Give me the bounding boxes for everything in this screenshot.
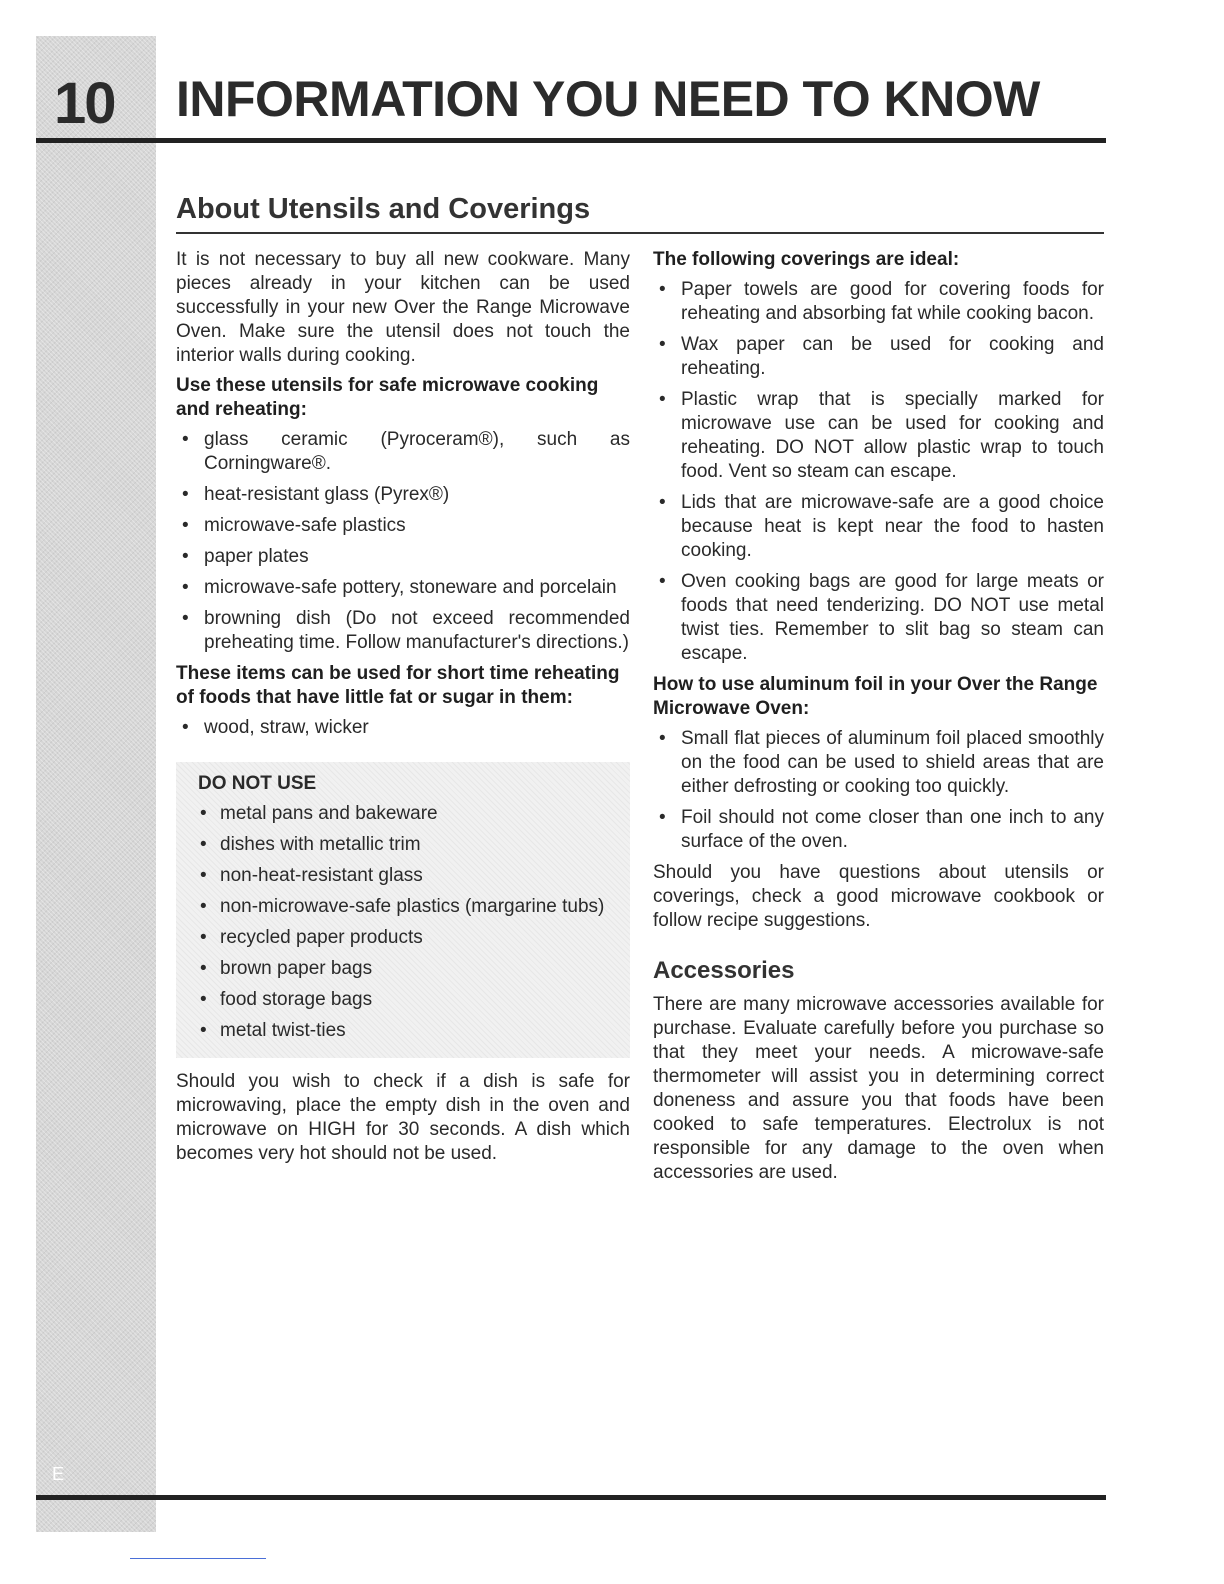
safe-utensils-heading: Use these utensils for safe microwave cooking and reheating: (176, 375, 599, 420)
list-item: • Oven cooking bags are good for large meats or foods that need tenderizing. DO NOT use metal twist ties. Remember to slit bag so steam can escape. (653, 570, 1104, 666)
list-item: • dishes with metallic trim (198, 833, 620, 857)
coverings-list (653, 278, 1104, 666)
foil-heading: How to use aluminum foil in your Over the Range Microwave Oven: (653, 674, 1098, 719)
foil-list (653, 727, 1104, 854)
list-item: • brown paper bags (198, 957, 620, 981)
list-item: • wood, straw, wicker (176, 716, 630, 740)
short-reheating-heading: These items can be used for short time reheating of foods that have little fat or sugar in them: (176, 663, 620, 708)
list-item: • Wax paper can be used for cooking and reheating. (653, 333, 1104, 381)
safe-utensils-list (176, 428, 630, 655)
right-column (653, 248, 1104, 1191)
page-title: INFORMATION YOU NEED TO KNOW (176, 71, 1040, 127)
list-item: • Paper towels are good for covering foods for reheating and absorbing fat while cooking bacon. (653, 278, 1104, 326)
list-item: • food storage bags (198, 988, 620, 1012)
list-item: • heat-resistant glass (Pyrex®) (176, 483, 630, 507)
list-item: • microwave-safe plastics (176, 514, 630, 538)
short-reheating-list (176, 716, 630, 740)
list-item: • non-microwave-safe plastics (margarine tubs) (198, 895, 620, 919)
list-item: • metal twist-ties (198, 1019, 620, 1043)
list-item: • recycled paper products (198, 926, 620, 950)
list-item: • metal pans and bakeware (198, 802, 620, 826)
coverings-heading: The following coverings are ideal: (653, 249, 960, 270)
list-item: • microwave-safe pottery, stoneware and porcelain (176, 576, 630, 600)
section-title: About Utensils and Coverings (176, 193, 591, 225)
intro-paragraph: It is not necessary to buy all new cookware. Many pieces already in your kitchen can be used successfully in your new Over the Range Microwave Oven. Make sure the utensil does not touch the interior walls during cooking. (176, 249, 630, 366)
list-item: • browning dish (Do not exceed recommended preheating time. Follow manufacturer's directions.) (176, 607, 630, 655)
list-item: • Plastic wrap that is specially marked for microwave use can be used for cooking and reheating. DO NOT allow plastic wrap to touch food. Vent so steam can escape. (653, 388, 1104, 484)
accessories-paragraph: There are many microwave accessories available for purchase. Evaluate carefully before you purchase so that they meet your needs. A microwave-safe thermometer will assist you in determining correct doneness and assure you that foods have been cooked to safe temperatures. Electrolux is not responsible for any damage to the oven when accessories are used. (653, 994, 1104, 1183)
do-not-use-title: DO NOT USE (198, 773, 317, 794)
do-not-use-list (198, 802, 620, 1043)
page-number: 10 (54, 71, 115, 136)
list-item: • Small flat pieces of aluminum foil placed smoothly on the food can be used to shield areas that are either defrosting or cooking too quickly. (653, 727, 1104, 799)
list-item: • paper plates (176, 545, 630, 569)
language-marker: E (52, 1464, 65, 1484)
list-item: • glass ceramic (Pyroceram®), such as Corningware®. (176, 428, 630, 476)
footer-divider (36, 1495, 1106, 1500)
accessories-title: Accessories (653, 957, 795, 984)
header-divider (36, 138, 1106, 143)
do-not-use-box (176, 762, 630, 1058)
list-item: • Lids that are microwave-safe are a good choice because heat is kept near the food to hasten cooking. (653, 491, 1104, 563)
left-column (176, 248, 630, 1172)
section-divider (176, 232, 1104, 234)
list-item: • non-heat-resistant glass (198, 864, 620, 888)
side-strip (36, 36, 156, 1532)
footer-link-underline (130, 1558, 266, 1559)
questions-paragraph: Should you have questions about utensils or coverings, check a good microwave cookbook or follow recipe suggestions. (653, 862, 1104, 931)
check-dish-paragraph: Should you wish to check if a dish is safe for microwaving, place the empty dish in the oven and microwave on HIGH for 30 seconds. A dish which becomes very hot should not be used. (176, 1071, 630, 1164)
list-item: • Foil should not come closer than one inch to any surface of the oven. (653, 806, 1104, 854)
